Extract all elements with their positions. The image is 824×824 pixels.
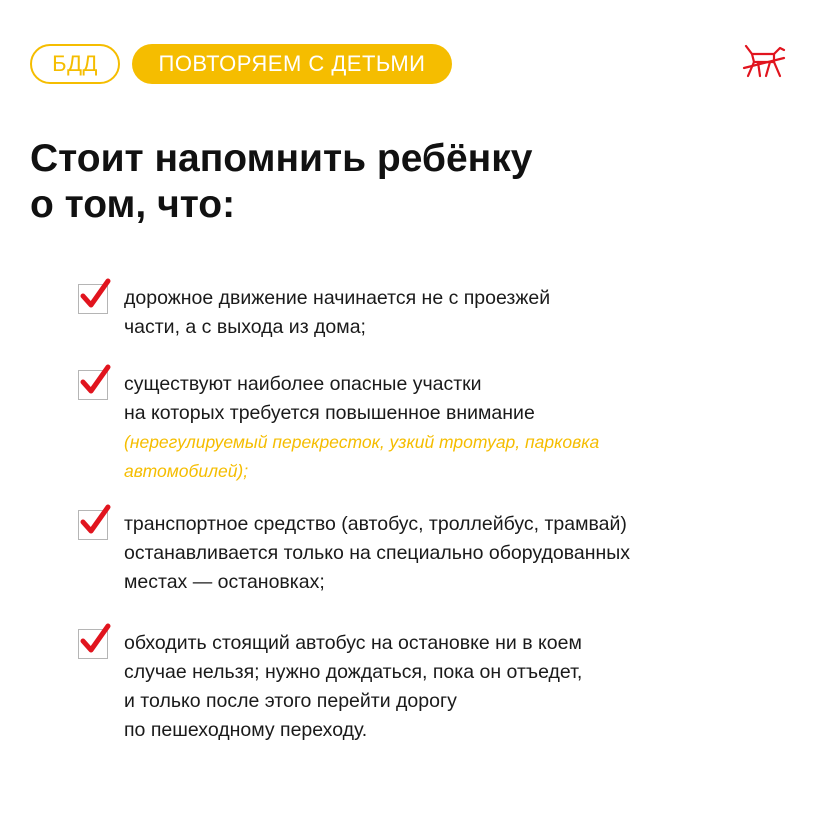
red-checkmark-icon [80, 624, 110, 654]
topic-tag: ПОВТОРЯЕМ С ДЕТЬМИ [132, 44, 452, 84]
item-text-line: местах — остановках; [124, 571, 325, 593]
checkbox[interactable] [78, 370, 108, 400]
item-text-line: на которых требуется повышенное внимание [124, 402, 535, 424]
checkbox[interactable] [78, 284, 108, 314]
item-text-line: дорожное движение начинается не с проезжей [124, 287, 551, 309]
red-checkmark-icon [80, 279, 110, 309]
item-text-line: и только после этого перейти дорогу [124, 690, 457, 712]
item-text-line: части, а с выхода из дома; [124, 316, 366, 338]
item-note-line: (нерегулируемый перекресток, узкий тротуар, парковка [124, 432, 600, 452]
title-line: Стоит напомнить ребёнку [30, 137, 533, 180]
item-text-line: существуют наиболее опасные участки [124, 373, 482, 395]
title-line: о том, что: [30, 183, 236, 226]
red-checkmark-icon [80, 365, 110, 395]
red-checkmark-icon [80, 505, 110, 535]
category-tag: БДД [30, 44, 120, 84]
page-title [30, 136, 730, 228]
item-text-line: обходить стоящий автобус на остановке ни в коем [124, 632, 582, 654]
item-text-line: случае нельзя; нужно дождаться, пока он отъедет, [124, 661, 583, 683]
red-horse-logo-icon [740, 40, 788, 82]
item-text-line: по пешеходному переходу. [124, 719, 368, 741]
checkbox[interactable] [78, 629, 108, 659]
checkbox[interactable] [78, 510, 108, 540]
item-text-line: транспортное средство (автобус, троллейбус, трамвай) [124, 513, 627, 535]
item-text-line: останавливается только на специально оборудованных [124, 542, 631, 564]
item-note-line: автомобилей); [124, 461, 249, 481]
tag-group [30, 44, 452, 84]
